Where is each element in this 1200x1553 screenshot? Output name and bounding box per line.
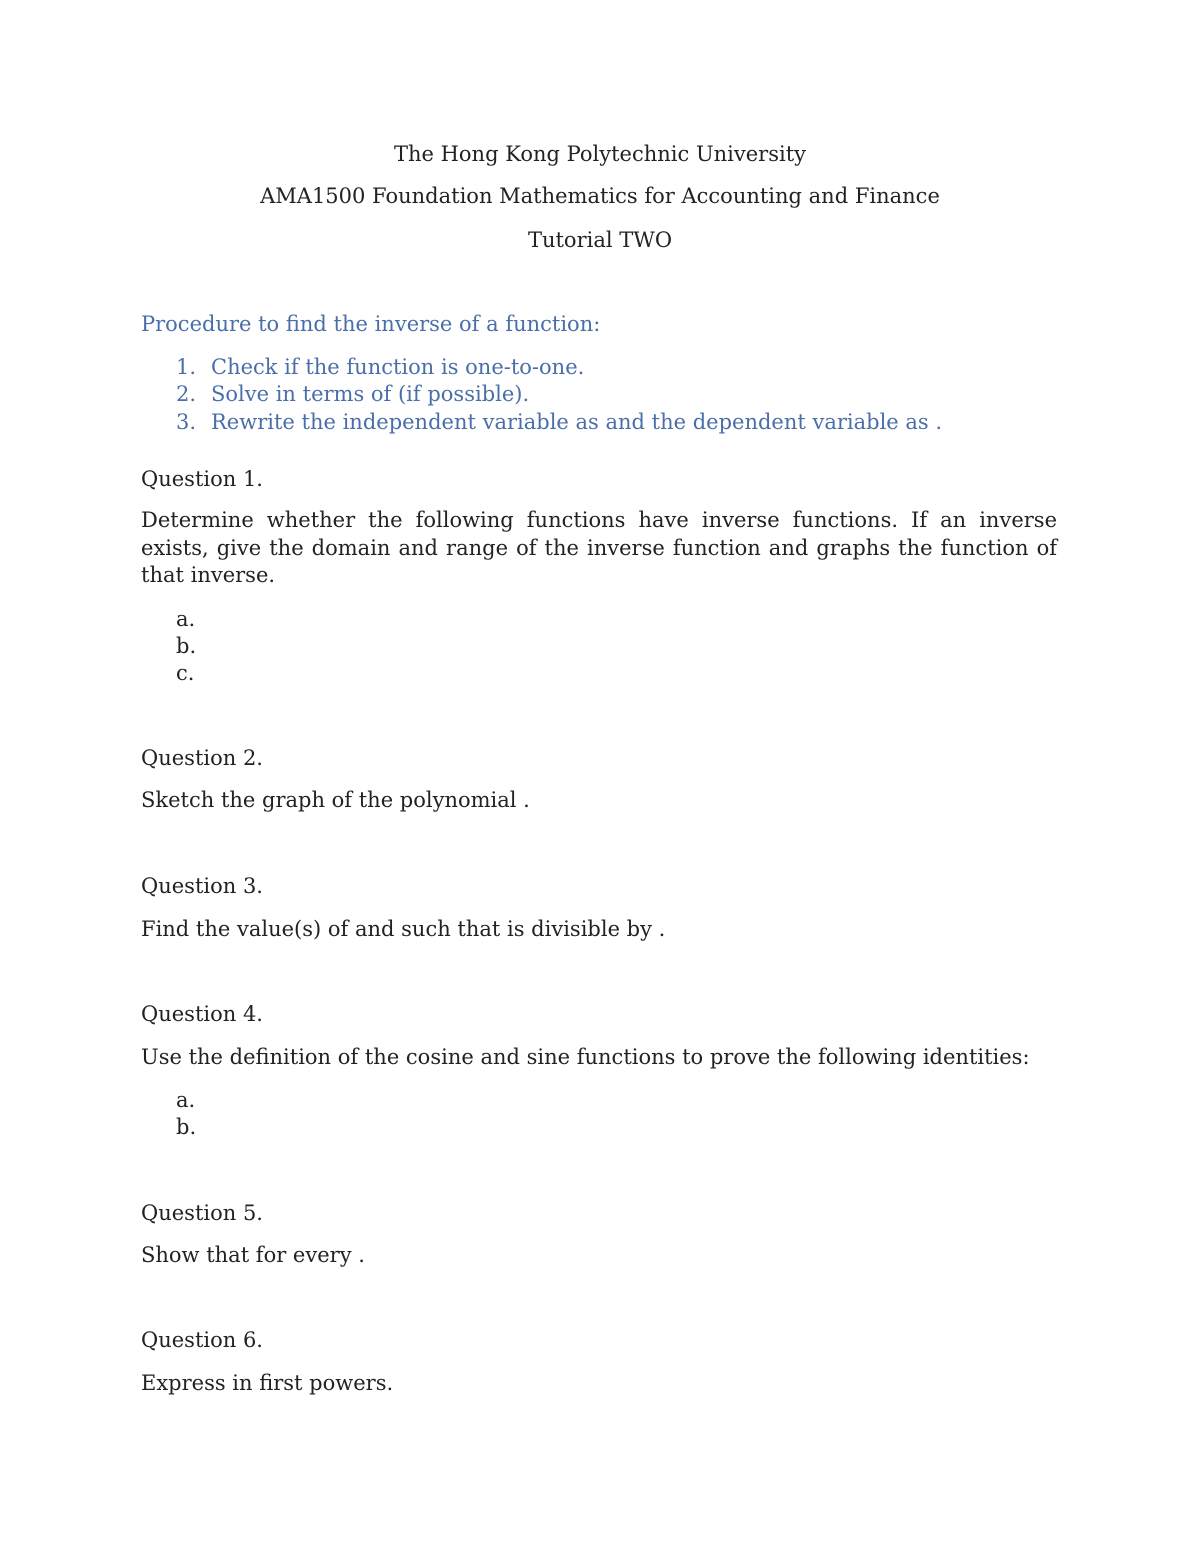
tutorial-title: Tutorial TWO <box>527 228 673 252</box>
procedure-heading: Procedure to find the inverse of a function: <box>141 312 601 336</box>
question-4-title: Question 4. <box>141 1002 263 1026</box>
step-text: Check if the function is one-to-one. <box>211 355 585 379</box>
question-6-body: Express in first powers. <box>141 1371 394 1395</box>
step-text: Solve in terms of (if possible). <box>211 382 530 406</box>
course-title: AMA1500 Foundation Mathematics for Accounting and Finance <box>260 184 940 208</box>
question-3-body: Find the value(s) of and such that is divisible by . <box>141 917 666 941</box>
question-1-title: Question 1. <box>141 467 263 491</box>
question-5-title: Question 5. <box>141 1201 263 1225</box>
question-1-part-b: b. <box>176 634 197 658</box>
question-5-body: Show that for every . <box>141 1243 365 1267</box>
step-number: 1. <box>176 355 197 379</box>
question-2-title: Question 2. <box>141 746 263 770</box>
question-1-part-c: c. <box>176 661 195 685</box>
question-4-body: Use the definition of the cosine and sine functions to prove the following identities: <box>141 1045 1030 1069</box>
step-number: 3. <box>176 410 197 434</box>
question-4-part-b: b. <box>176 1115 197 1139</box>
question-3-title: Question 3. <box>141 874 263 898</box>
question-1-part-a: a. <box>176 607 196 631</box>
question-4-part-a: a. <box>176 1088 196 1112</box>
question-2-body: Sketch the graph of the polynomial . <box>141 788 530 812</box>
question-1-body: Determine whether the following functions have inverse functions. If an inverse exists, give the domain and range of the inverse function and graphs the function of that inverse. <box>141 508 1057 587</box>
step-number: 2. <box>176 382 197 406</box>
question-6-title: Question 6. <box>141 1328 263 1352</box>
step-text: Rewrite the independent variable as and the dependent variable as . <box>211 410 943 434</box>
university-name: The Hong Kong Polytechnic University <box>393 142 807 166</box>
